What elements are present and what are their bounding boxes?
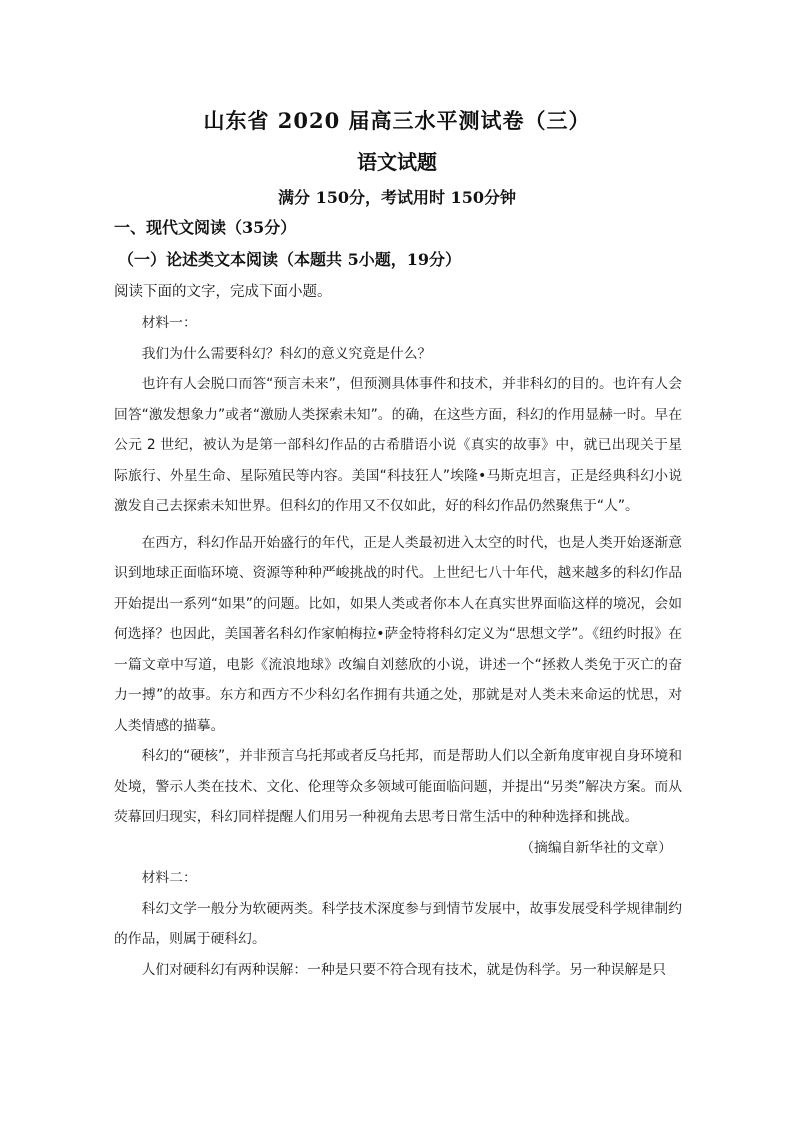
section-heading: 一、现代文阅读（35分） <box>114 218 297 237</box>
page-title: 山东省 2020 届高三水平测试卷（三） <box>203 108 591 133</box>
material-label: 材料一： <box>141 315 197 331</box>
reading-passage <box>114 308 682 985</box>
paragraph: 科幻的“硬核”，并非预言乌托邦或者反乌托邦，而是帮助人们以全新角度审视自身环境和处境，警示人类在技术、文化、伦理等众多领域可能面临问题，并提出“另类”解决方案。而从荧幕回归现实，科幻同样提醒人们用另一种视角去思考日常生活中的种种选择和挑战。 <box>114 748 682 825</box>
paragraph: 也许有人会脱口而答“预言未来”，但预测具体事件和技术，并非科幻的目的。也许有人会回答“激发想象力”或者“激励人类探索未知”。的确，在这些方面，科幻的作用显赫一时。早在公元 2 世纪，被认为是第一部科幻作品的古希腊语小说《真实的故事》中，就已出现关于星际旅行、外星生命、星际殖民等内容。美国“科技狂人”埃隆•马斯克坦言，正是经典科幻小说激发自己去探索未知世界。但科幻的作用又不仅如此，好的科幻作品仍然聚焦于“人”。 <box>114 376 682 514</box>
paragraph: 我们为什么需要科幻？科幻的意义究竟是什么？ <box>141 345 432 362</box>
paragraph: 在西方，科幻作品开始盛行的年代，正是人类最初进入太空的时代，也是人类开始逐渐意识到地球正面临环境、资源等种种严峻挑战的时代。上世纪七八十年代，越来越多的科幻作品开始提出一系列“如果”的问题。比如，如果人类或者你本人在真实世界面临这样的境况，会如何选择？也因此，美国著名科幻作家帕梅拉•萨金特将科幻定义为“思想文学”。《纽约时报》在一篇文章中写道，电影《流浪地球》改编自刘慈欣的小说，讲述一个“拯救人类免于灭亡的奋力一搏”的故事。东方和西方不少科幻名作拥有共通之处，那就是对人类未来命运的忧思，对人类情感的描摹。 <box>114 534 682 734</box>
source-citation: （摘编自新华社的文章） <box>520 839 672 856</box>
exam-note: 满分 150分，考试用时 150分钟 <box>278 188 516 207</box>
material-label: 材料二： <box>141 870 197 886</box>
paragraph: 科幻文学一般分为软硬两类。科学技术深度参与到情节发展中，故事发展受科学规律制约的作品，则属于硬科幻。 <box>114 900 682 947</box>
subsection-heading: （一）论述类文本阅读（本题共 5小题，19分） <box>118 250 461 269</box>
page-subtitle: 语文试题 <box>357 150 437 174</box>
instruction-text: 阅读下面的文字，完成下面小题。 <box>114 284 332 300</box>
paragraph: 人们对硬科幻有两种误解：一种是只要不符合现有技术，就是伪科学。另一种误解是只 <box>141 961 666 978</box>
